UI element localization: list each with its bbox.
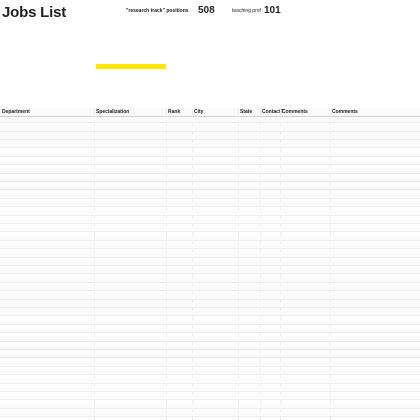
- table-body: [0, 118, 420, 420]
- data-table: [0, 108, 420, 420]
- sheet-header: [0, 0, 420, 72]
- highlight-cell-yellow: [96, 64, 166, 69]
- positions-label: "research track" positions: [126, 8, 189, 14]
- column-header[interactable]: Contact?: [262, 109, 284, 115]
- column-header[interactable]: Comments: [282, 109, 308, 115]
- column-header-row: [0, 108, 420, 117]
- column-header[interactable]: Comments: [332, 109, 358, 115]
- table-row[interactable]: [0, 412, 420, 417]
- column-header[interactable]: Specialization: [96, 109, 130, 115]
- column-header[interactable]: City: [194, 109, 204, 115]
- column-header[interactable]: Rank: [168, 109, 181, 115]
- column-header[interactable]: State: [240, 109, 253, 115]
- page-title: Jobs List: [2, 4, 67, 21]
- teaching-label: teaching prof: [232, 8, 261, 14]
- positions-count: 508: [198, 5, 215, 16]
- teaching-count: 101: [264, 5, 281, 16]
- column-header[interactable]: Department: [2, 109, 30, 115]
